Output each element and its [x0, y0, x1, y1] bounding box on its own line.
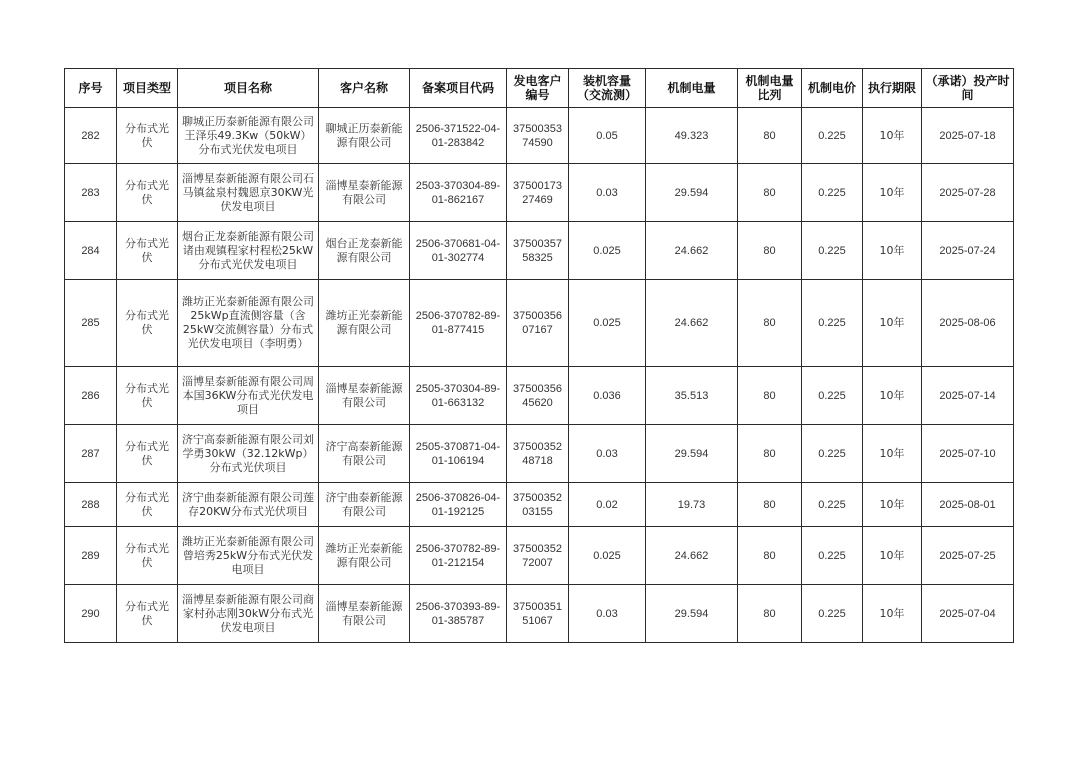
cell-commission-date: 2025-07-25	[922, 527, 1014, 585]
cell-customer-number: 3750035272007	[507, 527, 569, 585]
cell-capacity: 0.05	[569, 108, 646, 164]
cell-seq: 290	[65, 585, 117, 643]
cell-customer-name: 济宁高泰新能源有限公司	[319, 425, 410, 483]
cell-project-name: 淄博星泰新能源有限公司商家村孙志刚30kW分布式光伏发电项目	[178, 585, 319, 643]
cell-customer-number: 3750035607167	[507, 280, 569, 367]
cell-capacity: 0.025	[569, 527, 646, 585]
cell-commission-date: 2025-07-04	[922, 585, 1014, 643]
table-row	[65, 164, 1014, 222]
cell-energy-ratio: 80	[738, 425, 802, 483]
cell-term: 10年	[863, 483, 922, 527]
cell-mechanism-price: 0.225	[802, 164, 863, 222]
table-row	[65, 425, 1014, 483]
cell-mechanism-price: 0.225	[802, 280, 863, 367]
cell-mechanism-price: 0.225	[802, 585, 863, 643]
table-row	[65, 222, 1014, 280]
cell-customer-name: 淄博星泰新能源有限公司	[319, 585, 410, 643]
cell-energy-ratio: 80	[738, 483, 802, 527]
table-row	[65, 483, 1014, 527]
cell-seq: 282	[65, 108, 117, 164]
cell-commission-date: 2025-07-14	[922, 367, 1014, 425]
cell-mechanism-energy: 19.73	[646, 483, 738, 527]
cell-type: 分布式光伏	[117, 280, 178, 367]
cell-mechanism-price: 0.225	[802, 108, 863, 164]
cell-term: 10年	[863, 367, 922, 425]
cell-record-code: 2506-371522-04-01-283842	[410, 108, 507, 164]
cell-customer-number: 3750035374590	[507, 108, 569, 164]
cell-capacity: 0.03	[569, 585, 646, 643]
header-customer-number: 发电客户编号	[507, 69, 569, 108]
cell-commission-date: 2025-08-01	[922, 483, 1014, 527]
cell-type: 分布式光伏	[117, 222, 178, 280]
cell-project-name: 淄博星泰新能源有限公司石马镇盆泉村魏恩京30KW光伏发电项目	[178, 164, 319, 222]
cell-project-name: 潍坊正光泰新能源有限公司25kWp直流侧容量（含25kW交流侧容量）分布式光伏发电项目（李明勇）	[178, 280, 319, 367]
header-mechanism-price: 机制电价	[802, 69, 863, 108]
cell-capacity: 0.03	[569, 164, 646, 222]
header-commission-date: （承诺）投产时间	[922, 69, 1014, 108]
cell-record-code: 2505-370871-04-01-106194	[410, 425, 507, 483]
project-table	[64, 68, 1014, 643]
cell-mechanism-energy: 24.662	[646, 222, 738, 280]
cell-seq: 288	[65, 483, 117, 527]
cell-energy-ratio: 80	[738, 222, 802, 280]
cell-mechanism-price: 0.225	[802, 425, 863, 483]
cell-customer-name: 聊城正历泰新能源有限公司	[319, 108, 410, 164]
cell-commission-date: 2025-07-28	[922, 164, 1014, 222]
cell-term: 10年	[863, 108, 922, 164]
cell-mechanism-energy: 29.594	[646, 425, 738, 483]
table-row	[65, 108, 1014, 164]
header-term: 执行期限	[863, 69, 922, 108]
cell-type: 分布式光伏	[117, 585, 178, 643]
cell-energy-ratio: 80	[738, 280, 802, 367]
cell-capacity: 0.03	[569, 425, 646, 483]
cell-mechanism-price: 0.225	[802, 222, 863, 280]
cell-mechanism-energy: 35.513	[646, 367, 738, 425]
table-row	[65, 527, 1014, 585]
cell-energy-ratio: 80	[738, 367, 802, 425]
cell-term: 10年	[863, 280, 922, 367]
cell-mechanism-energy: 49.323	[646, 108, 738, 164]
header-project-name: 项目名称	[178, 69, 319, 108]
cell-project-name: 淄博星泰新能源有限公司周本国36KW分布式光伏发电项目	[178, 367, 319, 425]
cell-commission-date: 2025-07-24	[922, 222, 1014, 280]
cell-customer-name: 淄博星泰新能源有限公司	[319, 367, 410, 425]
cell-capacity: 0.025	[569, 280, 646, 367]
cell-customer-number: 3750035248718	[507, 425, 569, 483]
cell-project-name: 济宁曲泰新能源有限公司莲存20KW分布式光伏项目	[178, 483, 319, 527]
cell-commission-date: 2025-08-06	[922, 280, 1014, 367]
cell-term: 10年	[863, 585, 922, 643]
cell-record-code: 2506-370826-04-01-192125	[410, 483, 507, 527]
cell-commission-date: 2025-07-18	[922, 108, 1014, 164]
table-row	[65, 367, 1014, 425]
cell-seq: 289	[65, 527, 117, 585]
cell-type: 分布式光伏	[117, 367, 178, 425]
cell-customer-name: 潍坊正光泰新能源有限公司	[319, 280, 410, 367]
header-energy-ratio: 机制电量比列	[738, 69, 802, 108]
cell-project-name: 烟台正龙泰新能源有限公司诸由观镇程家村程松25kW分布式光伏发电项目	[178, 222, 319, 280]
cell-term: 10年	[863, 164, 922, 222]
cell-type: 分布式光伏	[117, 483, 178, 527]
cell-commission-date: 2025-07-10	[922, 425, 1014, 483]
cell-record-code: 2503-370304-89-01-862167	[410, 164, 507, 222]
cell-record-code: 2505-370304-89-01-663132	[410, 367, 507, 425]
table-row	[65, 280, 1014, 367]
cell-customer-number: 3750035151067	[507, 585, 569, 643]
header-customer-name: 客户名称	[319, 69, 410, 108]
cell-mechanism-price: 0.225	[802, 367, 863, 425]
table-row	[65, 585, 1014, 643]
cell-customer-name: 烟台正龙泰新能源有限公司	[319, 222, 410, 280]
cell-mechanism-energy: 24.662	[646, 280, 738, 367]
cell-mechanism-energy: 29.594	[646, 164, 738, 222]
cell-type: 分布式光伏	[117, 527, 178, 585]
cell-term: 10年	[863, 222, 922, 280]
cell-record-code: 2506-370393-89-01-385787	[410, 585, 507, 643]
cell-type: 分布式光伏	[117, 425, 178, 483]
cell-mechanism-price: 0.225	[802, 527, 863, 585]
cell-type: 分布式光伏	[117, 164, 178, 222]
cell-seq: 286	[65, 367, 117, 425]
cell-project-name: 潍坊正光泰新能源有限公司曾培秀25kW分布式光伏发电项目	[178, 527, 319, 585]
cell-mechanism-price: 0.225	[802, 483, 863, 527]
cell-seq: 283	[65, 164, 117, 222]
cell-record-code: 2506-370782-89-01-212154	[410, 527, 507, 585]
header-type: 项目类型	[117, 69, 178, 108]
cell-record-code: 2506-370681-04-01-302774	[410, 222, 507, 280]
cell-energy-ratio: 80	[738, 527, 802, 585]
cell-customer-name: 济宁曲泰新能源有限公司	[319, 483, 410, 527]
cell-term: 10年	[863, 425, 922, 483]
cell-energy-ratio: 80	[738, 585, 802, 643]
header-capacity: 装机容量（交流测）	[569, 69, 646, 108]
cell-mechanism-energy: 29.594	[646, 585, 738, 643]
cell-customer-number: 3750035645620	[507, 367, 569, 425]
cell-seq: 287	[65, 425, 117, 483]
cell-energy-ratio: 80	[738, 164, 802, 222]
cell-seq: 284	[65, 222, 117, 280]
cell-customer-number: 3750017327469	[507, 164, 569, 222]
header-record-code: 备案项目代码	[410, 69, 507, 108]
cell-mechanism-energy: 24.662	[646, 527, 738, 585]
cell-project-name: 济宁高泰新能源有限公司刘学勇30kW（32.12kWp）分布式光伏项目	[178, 425, 319, 483]
cell-customer-name: 淄博星泰新能源有限公司	[319, 164, 410, 222]
cell-capacity: 0.02	[569, 483, 646, 527]
cell-customer-number: 3750035203155	[507, 483, 569, 527]
cell-record-code: 2506-370782-89-01-877415	[410, 280, 507, 367]
cell-customer-name: 潍坊正光泰新能源有限公司	[319, 527, 410, 585]
header-mechanism-energy: 机制电量	[646, 69, 738, 108]
cell-type: 分布式光伏	[117, 108, 178, 164]
cell-energy-ratio: 80	[738, 108, 802, 164]
cell-capacity: 0.036	[569, 367, 646, 425]
cell-capacity: 0.025	[569, 222, 646, 280]
cell-seq: 285	[65, 280, 117, 367]
cell-customer-number: 3750035758325	[507, 222, 569, 280]
cell-project-name: 聊城正历泰新能源有限公司王泽乐49.3Kw（50kW）分布式光伏发电项目	[178, 108, 319, 164]
header-row	[65, 69, 1014, 108]
header-seq: 序号	[65, 69, 117, 108]
cell-term: 10年	[863, 527, 922, 585]
